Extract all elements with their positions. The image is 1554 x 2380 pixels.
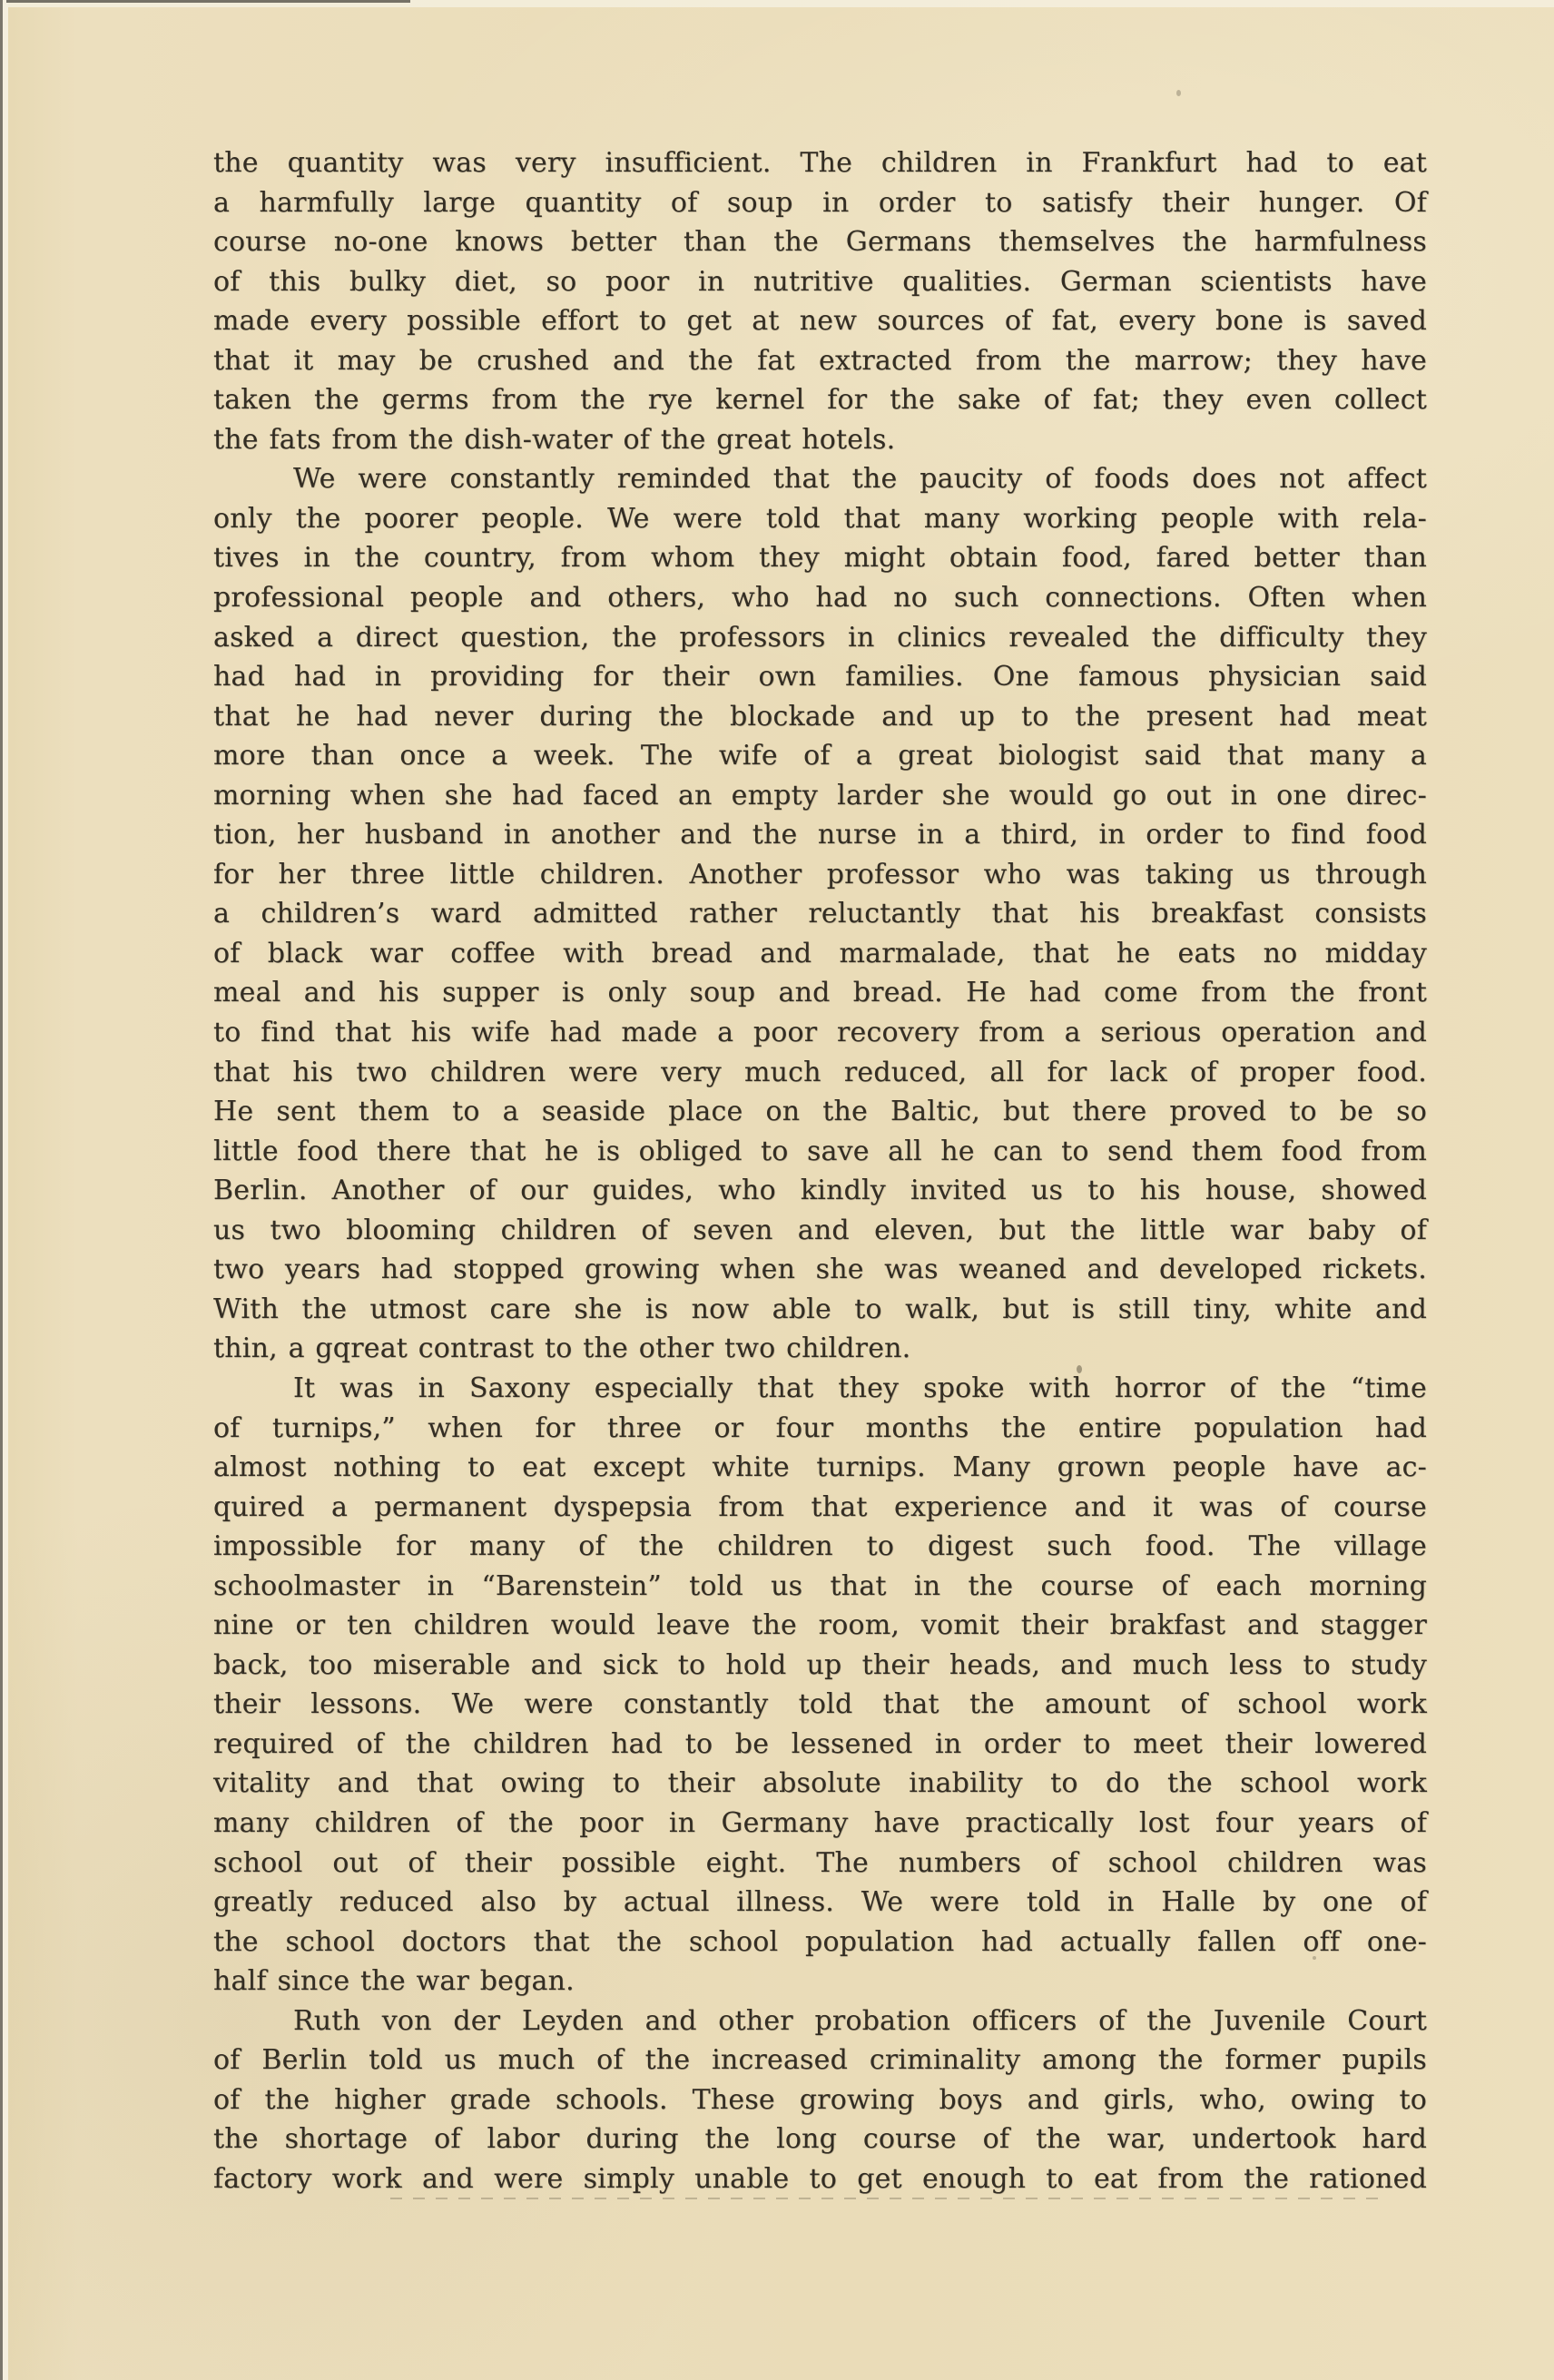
text-line: course no-one knows better than the Germans themselves the harmfulness <box>213 226 1427 259</box>
text-line: a children’s ward admitted rather reluctantly that his breakfast consists <box>213 898 1427 930</box>
text-line: to find that his wife had made a poor recovery from a serious operation and <box>213 1017 1427 1049</box>
text-line: a harmfully large quantity of soup in order to satisfy their hunger. Of <box>213 186 1427 219</box>
text-line: tives in the country, from whom they might obtain food, fared better than <box>213 542 1427 575</box>
text-line: quired a permanent dyspepsia from that experience and it was of course <box>213 1490 1427 1523</box>
text-line: only the poorer people. We were told that many working people with rela- <box>213 502 1427 535</box>
text-line: had had in providing for their own families. One famous physician said <box>213 661 1427 693</box>
text-line: the quantity was very insufficient. The children in Frankfurt had to eat <box>213 147 1427 179</box>
ink-speck <box>1313 1956 1316 1960</box>
text-line: meal and his supper is only soup and bread. He had come from the front <box>213 977 1427 1009</box>
text-line: of Berlin told us much of the increased criminality among the former pupils <box>213 2044 1427 2077</box>
text-line: almost nothing to eat except white turnips. Many grown people have ac- <box>213 1451 1427 1484</box>
text-line: taken the germs from the rye kernel for the sake of fat; they even collect <box>213 384 1427 417</box>
text-line: of the higher grade schools. These growing boys and girls, who, owing to <box>213 2083 1427 2116</box>
text-line: many children of the poor in Germany have practically lost four years of <box>213 1806 1427 1839</box>
paragraph <box>213 2001 1427 2199</box>
text-line: asked a direct question, the professors in clinics revealed the difficulty they <box>213 621 1427 654</box>
text-line: tion, her husband in another and the nurse in a third, in order to find food <box>213 819 1427 851</box>
text-line: professional people and others, who had no such connections. Often when <box>213 582 1427 615</box>
text-line: thin, a gqreat contrast to the other two children. <box>213 1333 911 1365</box>
scan-artifact-line <box>390 2198 1380 2199</box>
ink-speck <box>1077 1365 1082 1373</box>
text-line: that it may be crushed and the fat extracted from the marrow; they have <box>213 344 1427 377</box>
text-line: made every possible effort to get at new sources of fat, every bone is saved <box>213 305 1427 338</box>
text-line: schoolmaster in “Barenstein” told us that in the course of each morning <box>213 1569 1427 1602</box>
text-line: little food there that he is obliged to save all he can to send them food from <box>213 1135 1427 1167</box>
text-block <box>213 143 1427 2198</box>
text-line: half since the war began. <box>213 1965 575 1998</box>
text-line: two years had stopped growing when she was weaned and developed rickets. <box>213 1254 1427 1286</box>
ink-speck <box>1176 90 1181 96</box>
text-line: us two blooming children of seven and eleven, but the little war baby of <box>213 1214 1427 1246</box>
page-left-edge-line <box>0 0 3 2380</box>
text-line: that he had never during the blockade and up to the present had meat <box>213 700 1427 733</box>
text-line: of this bulky diet, so poor in nutritive qualities. German scientists have <box>213 265 1427 298</box>
text-line: greatly reduced also by actual illness. We were told in Halle by one of <box>213 1886 1427 1919</box>
text-line: Berlin. Another of our guides, who kindly invited us to his house, showed <box>213 1175 1427 1207</box>
text-line: of turnips,” when for three or four months the entire population had <box>213 1411 1427 1444</box>
text-line: the shortage of labor during the long course of the war, undertook hard <box>213 2123 1427 2156</box>
text-line: of black war coffee with bread and marmalade, that he eats no midday <box>213 937 1427 969</box>
text-line: Ruth von der Leyden and other probation officers of the Juvenile Court <box>293 2004 1427 2037</box>
page-top-edge-line <box>6 0 410 3</box>
text-line: the school doctors that the school population had actually fallen off one- <box>213 1925 1427 1958</box>
text-line: vitality and that owing to their absolute inability to do the school work <box>213 1767 1427 1800</box>
text-line: factory work and were simply unable to get enough to eat from the rationed <box>213 2162 1427 2195</box>
text-line: more than once a week. The wife of a great biologist said that many a <box>213 740 1427 772</box>
text-line: We were constantly reminded that the paucity of foods does not affect <box>293 463 1427 496</box>
text-line: With the utmost care she is now able to walk, but is still tiny, white and <box>213 1293 1427 1325</box>
text-line: back, too miserable and sick to hold up their heads, and much less to study <box>213 1648 1427 1681</box>
text-line: for her three little children. Another professor who was taking us through <box>213 858 1427 890</box>
paragraph <box>213 459 1427 1369</box>
text-line: their lessons. We were constantly told that the amount of school work <box>213 1688 1427 1721</box>
text-line: required of the children had to be lessened in order to meet their lowered <box>213 1727 1427 1760</box>
text-line: the fats from the dish-water of the great hotels. <box>213 423 896 456</box>
paragraph <box>213 143 1427 459</box>
text-line: school out of their possible eight. The numbers of school children was <box>213 1846 1427 1879</box>
text-line: It was in Saxony especially that they spoke with horror of the “time <box>293 1372 1427 1404</box>
text-line: that his two children were very much reduced, all for lack of proper food. <box>213 1056 1427 1088</box>
text-line: morning when she had faced an empty larder she would go out in one direc- <box>213 779 1427 811</box>
paragraph <box>213 1369 1427 2001</box>
text-line: He sent them to a seaside place on the Baltic, but there proved to be so <box>213 1096 1427 1128</box>
text-line: nine or ten children would leave the room, vomit their brakfast and stagger <box>213 1609 1427 1642</box>
text-line: impossible for many of the children to digest such food. The village <box>213 1530 1427 1563</box>
